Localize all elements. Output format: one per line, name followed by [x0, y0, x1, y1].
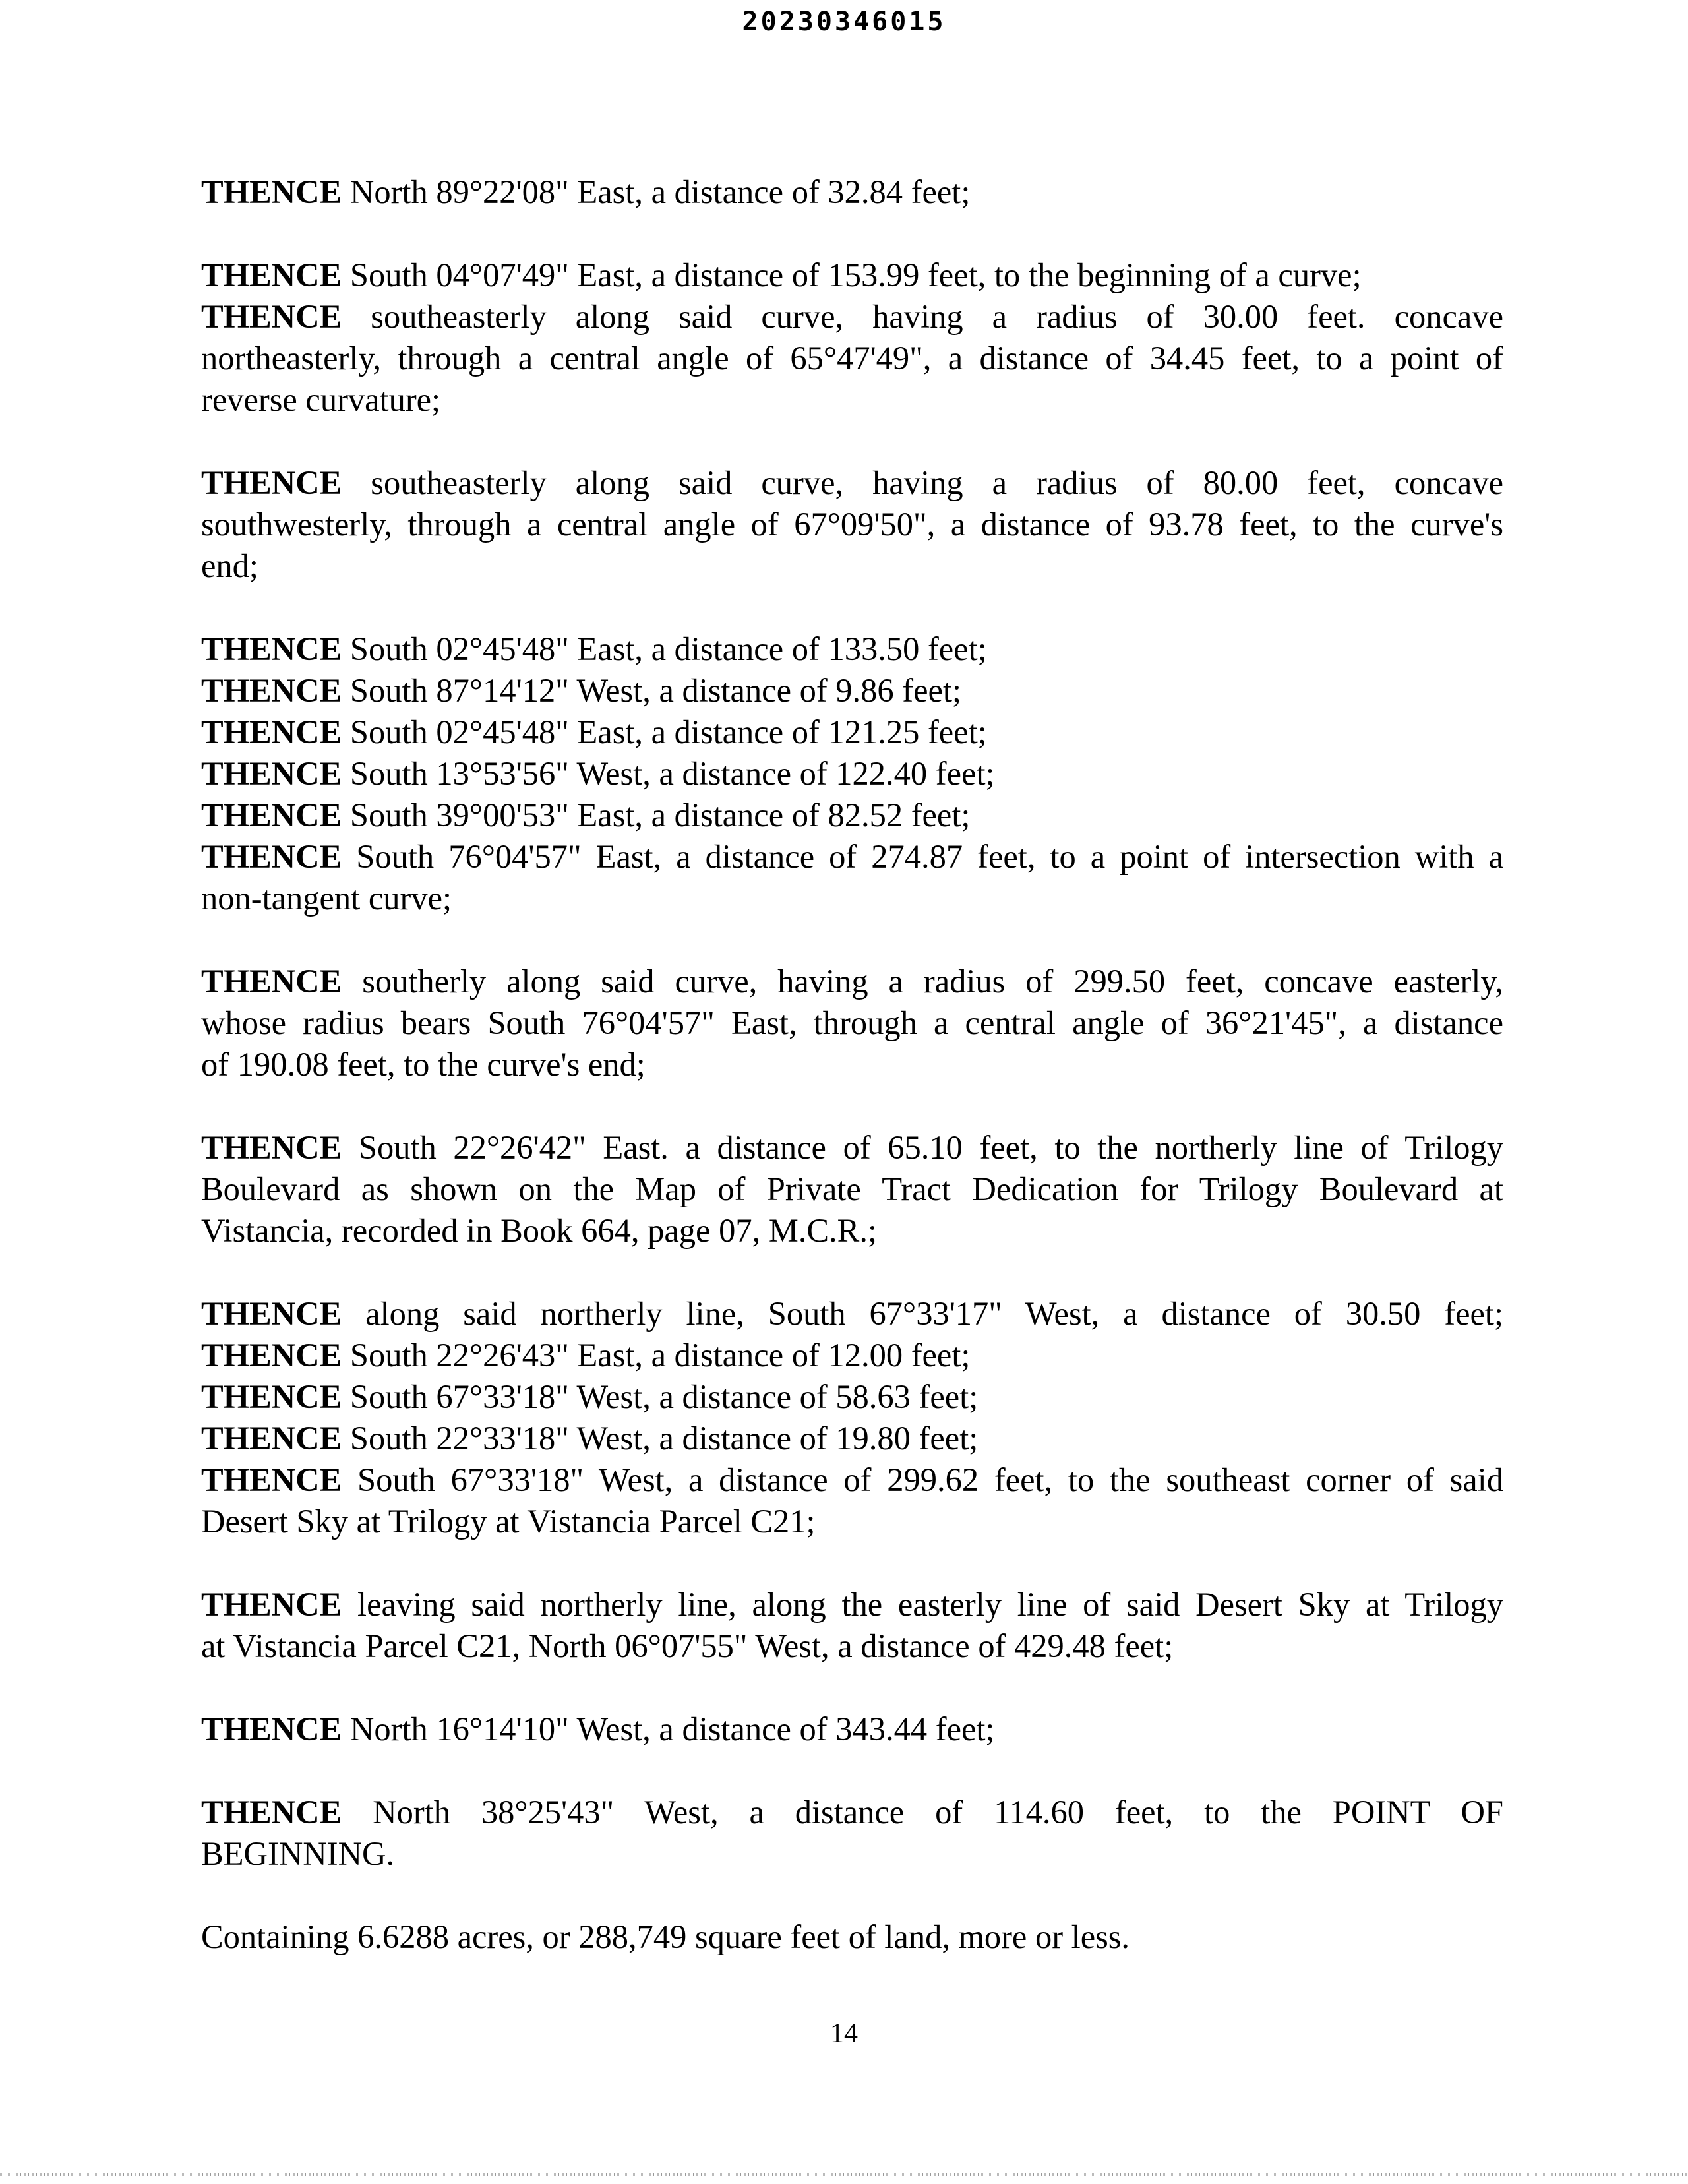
text-line: at Vistancia Parcel C21, North 06°07'55" West, a distance of 429.48 feet;	[201, 1627, 1174, 1664]
thence-keyword: THENCE	[201, 1129, 342, 1166]
text-line	[201, 1792, 1503, 1833]
line-text: along said northerly line, South 67°33'17" West, a distance of 30.50 feet;	[342, 1295, 1503, 1332]
thence-keyword: THENCE	[201, 1378, 342, 1415]
text-line: whose radius bears South 76°04'57" East, through a central angle of 36°21'45", a distance	[201, 1004, 1503, 1041]
acreage-summary	[201, 1916, 1503, 1958]
line-text: South 76°04'57" East, a distance of 274.87 feet, to a point of intersection with a	[342, 838, 1503, 875]
paragraph	[201, 1293, 1503, 1542]
thence-keyword: THENCE	[201, 630, 342, 667]
document-number: 20230346015	[742, 7, 946, 37]
line-text: North 38°25'43" West, a distance of 114.60 feet, to the POINT OF	[342, 1794, 1503, 1831]
thence-keyword: THENCE	[201, 298, 342, 335]
text-line	[201, 795, 1503, 836]
line-text: South 87°14'12" West, a distance of 9.86 feet;	[342, 672, 962, 709]
text-line: Desert Sky at Trilogy at Vistancia Parcel C21;	[201, 1503, 816, 1540]
line-text: leaving said northerly line, along the easterly line of said Desert Sky at Trilogy	[342, 1586, 1503, 1623]
paragraph	[201, 961, 1503, 1085]
thence-keyword: THENCE	[201, 1461, 342, 1498]
line-text: southeasterly along said curve, having a radius of 30.00 feet. concave	[342, 298, 1503, 335]
text-line: reverse curvature;	[201, 381, 441, 418]
text-line: Containing 6.6288 acres, or 288,749 square feet of land, more or less.	[201, 1918, 1130, 1955]
text-line: of 190.08 feet, to the curve's end;	[201, 1046, 646, 1083]
paragraph	[201, 1792, 1503, 1875]
text-line	[201, 171, 1503, 213]
line-text: southerly along said curve, having a radius of 299.50 feet, concave easterly,	[342, 963, 1503, 1000]
text-line: Vistancia, recorded in Book 664, page 07, M.C.R.;	[201, 1212, 878, 1249]
text-line	[201, 1709, 1503, 1750]
line-text: South 22°33'18" West, a distance of 19.80 feet;	[342, 1420, 979, 1457]
paragraph	[201, 1709, 1503, 1750]
text-line	[201, 1418, 1503, 1459]
paragraph	[201, 171, 1503, 213]
line-text: North 89°22'08" East, a distance of 32.84 feet;	[342, 173, 971, 210]
text-line	[201, 462, 1503, 504]
paragraph	[201, 628, 1503, 919]
line-text: North 16°14'10" West, a distance of 343.44 feet;	[342, 1711, 995, 1747]
thence-keyword: THENCE	[201, 672, 342, 709]
text-line: end;	[201, 547, 258, 584]
text-line: northeasterly, through a central angle of 65°47'49", a distance of 34.45 feet, to a point of	[201, 340, 1503, 377]
text-line: southwesterly, through a central angle of 67°09'50", a distance of 93.78 feet, to the curve's	[201, 506, 1503, 543]
thence-keyword: THENCE	[201, 713, 342, 750]
thence-keyword: THENCE	[201, 1337, 342, 1374]
line-text: South 22°26'42" East. a distance of 65.10 feet, to the northerly line of Trilogy	[342, 1129, 1503, 1166]
thence-keyword: THENCE	[201, 797, 342, 834]
scan-edge-divider	[0, 2173, 1688, 2176]
paragraph	[201, 1584, 1503, 1667]
text-line	[201, 255, 1503, 296]
legal-description-body	[201, 171, 1503, 1999]
text-line	[201, 753, 1503, 795]
text-line	[201, 1584, 1503, 1625]
thence-keyword: THENCE	[201, 963, 342, 1000]
line-text: South 39°00'53" East, a distance of 82.52 feet;	[342, 797, 971, 834]
thence-keyword: THENCE	[201, 1586, 342, 1623]
page-number: 14	[830, 2018, 858, 2049]
thence-keyword: THENCE	[201, 1420, 342, 1457]
thence-keyword: THENCE	[201, 1711, 342, 1747]
thence-keyword: THENCE	[201, 755, 342, 792]
thence-keyword: THENCE	[201, 464, 342, 501]
paragraph	[201, 1127, 1503, 1252]
thence-keyword: THENCE	[201, 1295, 342, 1332]
text-line	[201, 670, 1503, 712]
text-line	[201, 1293, 1503, 1335]
text-line: non-tangent curve;	[201, 880, 452, 917]
text-line	[201, 1335, 1503, 1376]
thence-keyword: THENCE	[201, 838, 342, 875]
text-line: Boulevard as shown on the Map of Private Tract Dedication for Trilogy Boulevard at	[201, 1170, 1503, 1207]
text-line	[201, 961, 1503, 1002]
line-text: South 67°33'18" West, a distance of 299.62 feet, to the southeast corner of said	[342, 1461, 1503, 1498]
thence-keyword: THENCE	[201, 257, 342, 293]
text-line	[201, 1459, 1503, 1501]
text-line	[201, 1127, 1503, 1168]
paragraph	[201, 462, 1503, 587]
line-text: South 02°45'48" East, a distance of 133.50 feet;	[342, 630, 987, 667]
text-line	[201, 628, 1503, 670]
line-text: South 13°53'56" West, a distance of 122.40 feet;	[342, 755, 995, 792]
line-text: South 04°07'49" East, a distance of 153.99 feet, to the beginning of a curve;	[342, 257, 1362, 293]
line-text: South 67°33'18" West, a distance of 58.63 feet;	[342, 1378, 979, 1415]
line-text: South 02°45'48" East, a distance of 121.25 feet;	[342, 713, 987, 750]
paragraph	[201, 255, 1503, 421]
text-line	[201, 296, 1503, 338]
text-line	[201, 1376, 1503, 1418]
line-text: South 22°26'43" East, a distance of 12.00 feet;	[342, 1337, 971, 1374]
text-line	[201, 836, 1503, 878]
line-text: southeasterly along said curve, having a radius of 80.00 feet, concave	[342, 464, 1503, 501]
thence-keyword: THENCE	[201, 173, 342, 210]
thence-keyword: THENCE	[201, 1794, 342, 1831]
text-line	[201, 712, 1503, 753]
text-line: BEGINNING.	[201, 1835, 395, 1872]
